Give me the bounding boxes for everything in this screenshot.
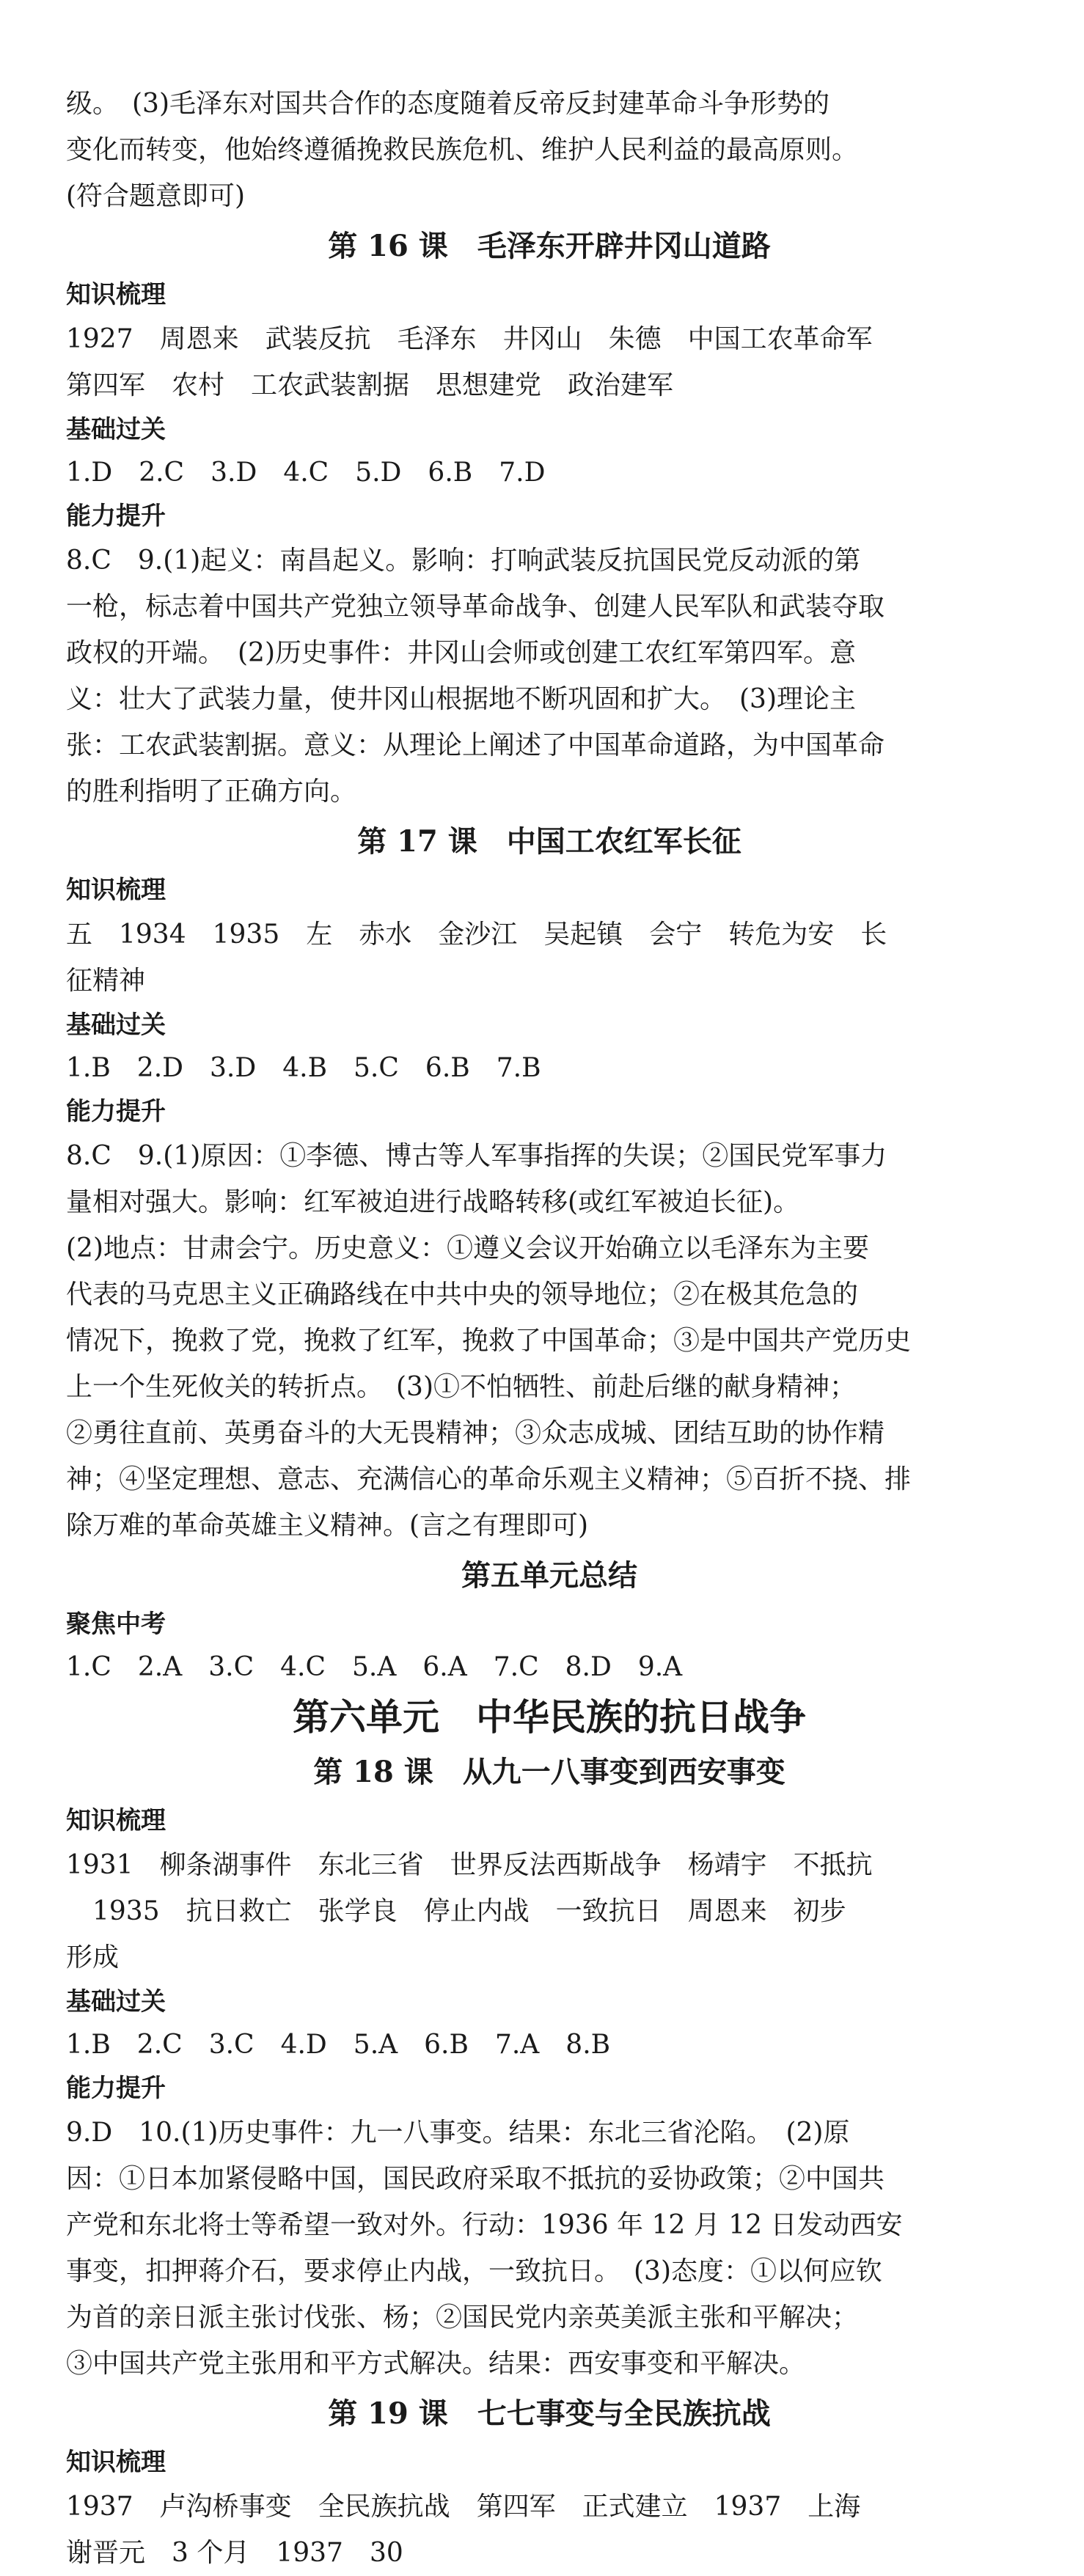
text-line: (符合题意即可) [66, 181, 246, 211]
knowledge-heading: 知识梳理 [66, 280, 166, 309]
unit-5-summary-section [66, 1549, 1033, 1689]
text-line: 形成 [66, 1942, 120, 1973]
lesson-title: 第 18 课 从九一八事变到西安事变 [313, 1755, 785, 1789]
focus-heading: 聚焦中考 [66, 1610, 166, 1639]
text-line: 上一个生死攸关的转折点。 (3)①不怕牺牲、前赴后继的献身精神； [66, 1372, 856, 1402]
lesson-16-section [66, 219, 1033, 815]
text-line: 为首的亲日派主张讨伐张、杨；②国民党内亲英美派主张和平解决； [66, 2302, 859, 2333]
text-line: 的胜利指明了正确方向。 [66, 777, 357, 807]
text-line: 事变，扣押蒋介石，要求停止内战，一致抗日。 (3)态度：①以何应钦 [66, 2256, 882, 2286]
answer-line: 1.B 2.D 3.D 4.B 5.C 6.B 7.B [66, 1053, 541, 1083]
text-line: 第四军 农村 工农武装割据 思想建党 政治建军 [66, 370, 674, 400]
text-line: 8.C 9.(1)起义：南昌起义。影响：打响武装反抗国民党反动派的第 [66, 546, 861, 576]
text-line: 级。 (3)毛泽东对国共合作的态度随着反帝反封建革命斗争形势的 [66, 89, 830, 119]
text-line: 量相对强大。影响：红军被迫进行战略转移(或红军被迫长征)。 [66, 1187, 800, 1217]
text-line: 张：工农武装割据。意义：从理论上阐述了中国革命道路，为中国革命 [66, 730, 885, 760]
text-line: 1937 卢沟桥事变 全民族抗战 第四军 正式建立 1937 上海 [66, 2492, 861, 2522]
unit-6-title: 第六单元 中华民族的抗日战争 [293, 1695, 806, 1739]
ability-heading: 能力提升 [66, 1097, 166, 1126]
basic-heading: 基础过关 [66, 1987, 166, 2017]
lesson-title: 第 17 课 中国工农红军长征 [357, 824, 741, 859]
top-paragraph [66, 81, 1033, 219]
text-line: 9.D 10.(1)历史事件：九一八事变。结果：东北三省沦陷。 (2)原 [66, 2118, 850, 2148]
knowledge-heading: 知识梳理 [66, 2448, 166, 2477]
text-line: 因：①日本加紧侵略中国，国民政府采取不抵抗的妥协政策；②中国共 [66, 2164, 885, 2194]
text-line: 义：壮大了武装力量，使井冈山根据地不断巩固和扩大。 (3)理论主 [66, 684, 856, 714]
text-line: 1931 柳条湖事件 东北三省 世界反法西斯战争 杨靖宇 不抵抗 [66, 1850, 873, 1880]
unit-summary-title: 第五单元总结 [461, 1558, 637, 1593]
text-line: 一枪，标志着中国共产党独立领导革命战争、创建人民军队和武装夺取 [66, 592, 885, 622]
basic-heading: 基础过关 [66, 415, 166, 444]
lesson-17-section [66, 815, 1033, 1549]
text-line: 征精神 [66, 966, 146, 996]
ability-heading: 能力提升 [66, 2074, 166, 2103]
text-line: 代表的马克思主义正确路线在中共中央的领导地位；②在极其危急的 [66, 1280, 859, 1310]
text-line: (2)地点：甘肃会宁。历史意义：①遵义会议开始确立以毛泽东为主要 [66, 1233, 869, 1263]
lesson-title: 第 19 课 七七事变与全民族抗战 [328, 2396, 771, 2431]
text-line: 变化而转变，他始终遵循挽救民族危机、维护人民利益的最高原则。 [66, 135, 859, 165]
answer-line: 1.B 2.C 3.C 4.D 5.A 6.B 7.A 8.B [66, 2030, 611, 2060]
text-line: ③中国共产党主张用和平方式解决。结果：西安事变和平解决。 [66, 2349, 806, 2379]
knowledge-heading: 知识梳理 [66, 1806, 166, 1835]
lesson-title: 第 16 课 毛泽东开辟井冈山道路 [328, 229, 771, 263]
text-line: 1935 抗日救亡 张学良 停止内战 一致抗日 周恩来 初步 [66, 1896, 846, 1926]
answer-line: 1.D 2.C 3.D 4.C 5.D 6.B 7.D [66, 458, 546, 488]
text-line: 产党和东北将士等希望一致对外。行动：1936 年 12 月 12 日发动西安 [66, 2210, 903, 2240]
text-line: 除万难的革命英雄主义精神。(言之有理即可) [66, 1511, 589, 1541]
text-line: 神；④坚定理想、意志、充满信心的革命乐观主义精神；⑤百折不挠、排 [66, 1464, 912, 1494]
text-line: 政权的开端。 (2)历史事件：井冈山会师或创建工农红军第四军。意 [66, 638, 856, 668]
text-line: 谢晋元 3 个月 1937 30 [66, 2538, 403, 2568]
ability-heading: 能力提升 [66, 502, 166, 531]
answer-line: 1.C 2.A 3.C 4.C 5.A 6.A 7.C 8.D 9.A [66, 1652, 683, 1682]
text-line: 五 1934 1935 左 赤水 金沙江 吴起镇 会宁 转危为安 长 [66, 920, 887, 950]
basic-heading: 基础过关 [66, 1010, 166, 1040]
text-line: ②勇往直前、英勇奋斗的大无畏精神；③众志成城、团结互助的协作精 [66, 1418, 885, 1448]
lesson-19-section [66, 2387, 1033, 2576]
knowledge-heading: 知识梳理 [66, 876, 166, 905]
text-line: 1927 周恩来 武装反抗 毛泽东 井冈山 朱德 中国工农革命军 [66, 324, 873, 354]
text-line: 情况下，挽救了党，挽救了红军，挽救了中国革命；③是中国共产党历史 [66, 1326, 912, 1356]
text-line: 8.C 9.(1)原因：①李德、博古等人军事指挥的失误；②国民党军事力 [66, 1141, 887, 1171]
lesson-18-section [66, 1745, 1033, 2387]
